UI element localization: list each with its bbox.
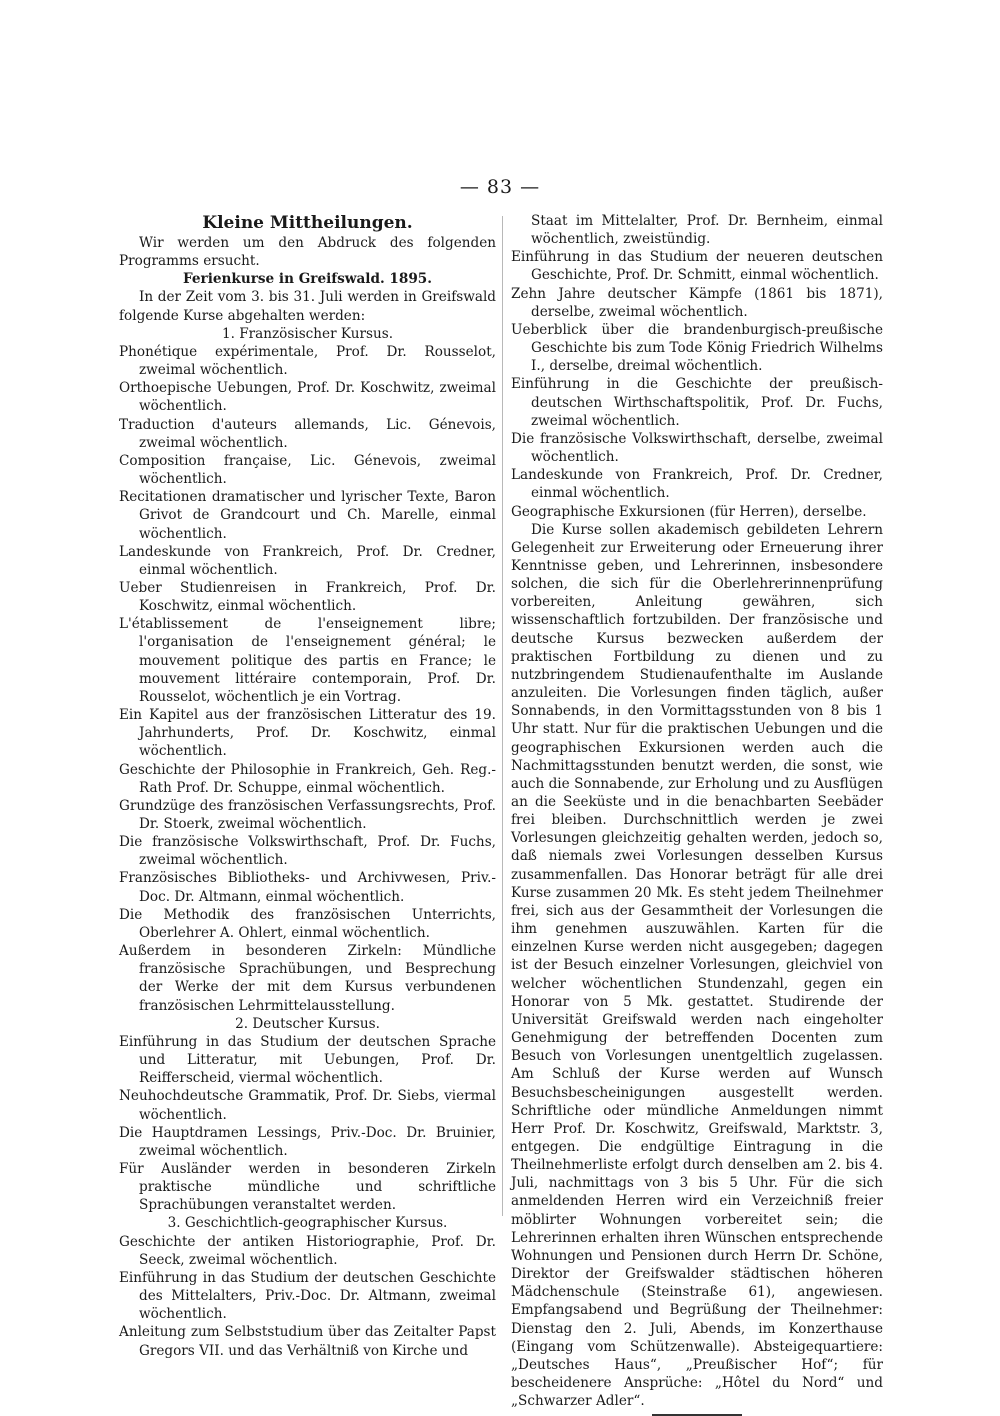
left-paragraph-entry-26: Geschichte der antiken Historiographie, Prof. Dr. Seeck, zweimal wöchentlich.: [119, 1233, 496, 1268]
left-paragraph-entry-12: L'établissement de l'enseignement libre; l'organisation de l'enseignement général; le mouvement politique des partis en France; le mouvement littéraire contemporain, Prof. Dr. Rousselot, wöchentlich je ein Vortrag.: [119, 616, 496, 705]
left-paragraph-center-25: 3. Geschichtlich-geographischer Kursus.: [167, 1215, 448, 1232]
page-number: — 83 —: [459, 176, 541, 198]
left-paragraph-entry-18: Die Methodik des französischen Unterrichts, Oberlehrer A. Ohlert, einmal wöchentlich.: [119, 906, 496, 941]
left-paragraph-entry-11: Ueber Studienreisen in Frankreich, Prof. Dr. Koschwitz, einmal wöchentlich.: [119, 579, 496, 615]
left-paragraph-entry-8: Composition française, Lic. Génevois, zweimal wöchentlich.: [119, 452, 496, 488]
left-paragraph-entry-17: Französisches Bibliotheks- und Archivwesen, Priv.-Doc. Dr. Altmann, einmal wöchentlich.: [119, 870, 496, 905]
left-paragraph-entry-13: Ein Kapitel aus der französischen Litteratur des 19. Jahrhunderts, Prof. Dr. Koschwitz, einmal wöchentlich.: [119, 707, 496, 760]
left-paragraph-center-20: 2. Deutscher Kursus.: [235, 1015, 380, 1032]
right-paragraph-entry-2: Zehn Jahre deutscher Kämpfe (1861 bis 1871), derselbe, zweimal wöchentlich.: [511, 285, 883, 320]
left-paragraph-indent-3: In der Zeit vom 3. bis 31. Juli werden in Greifswald folgende Kurse abgehalten werden:: [119, 289, 496, 324]
left-paragraph-entry-27: Einführung in das Studium der deutschen Geschichte des Mittelalters, Priv.-Doc. Dr. Altmann, zweimal wöchentlich.: [119, 1269, 496, 1323]
left-paragraph-entry-14: Geschichte der Philosophie in Frankreich, Geh. Reg.-Rath Prof. Dr. Schuppe, einmal wöchentlich.: [119, 761, 496, 796]
left-paragraph-entry-5: Phonétique expérimentale, Prof. Dr. Rousselot, zweimal wöchentlich.: [119, 343, 496, 379]
right-paragraph-entry-1: Einführung in das Studium der neueren deutschen Geschichte, Prof. Dr. Schmitt, einmal wöchentlich.: [511, 249, 883, 284]
right-paragraph-entry-7: Geographische Exkursionen (für Herren), derselbe.: [511, 503, 867, 520]
right-paragraph-entry-5: Die französische Volkswirthschaft, derselbe, zweimal wöchentlich.: [511, 430, 883, 466]
left-paragraph-bold-center-2: Ferienkurse in Greifswald. 1895.: [183, 271, 432, 288]
left-paragraph-entry-24: Für Ausländer werden in besonderen Zirkeln praktische mündliche und schriftliche Sprachübungen veranstaltet werden.: [119, 1160, 496, 1214]
left-paragraph-title-0: Kleine Mittheilungen.: [202, 213, 413, 233]
right-paragraph-entry-cont-0: Staat im Mittelalter, Prof. Dr. Bernheim, einmal wöchentlich, zweistündig.: [531, 213, 883, 248]
left-paragraph-entry-9: Recitationen dramatischer und lyrischer Texte, Baron Grivot de Grandcourt und Ch. Marelle, einmal wöchentlich.: [119, 489, 496, 542]
right-paragraph-entry-4: Einführung in die Geschichte der preußisch-deutschen Wirthschaftspolitik, Prof. Dr. Fuchs, zweimal wöchentlich.: [511, 376, 883, 429]
column-divider: [502, 216, 503, 1216]
left-paragraph-entry-16: Die französische Volkswirthschaft, Prof. Dr. Fuchs, zweimal wöchentlich.: [119, 834, 496, 869]
left-paragraph-entry-19: Außerdem in besonderen Zirkeln: Mündliche französische Sprachübungen, und Besprechung der Werke der mit dem Kursus verbundenen französischen Lehrmittelausstellung.: [119, 943, 496, 1014]
left-column: [119, 212, 496, 1360]
left-paragraph-entry-10: Landeskunde von Frankreich, Prof. Dr. Credner, einmal wöchentlich.: [119, 543, 496, 578]
right-paragraph-entry-3: Ueberblick über die brandenburgisch-preußische Geschichte bis zum Tode König Friedrich Wilhelms I., derselbe, dreimal wöchentlich.: [511, 321, 883, 375]
left-paragraph-entry-22: Neuhochdeutsche Grammatik, Prof. Dr. Siebs, viermal wöchentlich.: [119, 1088, 496, 1123]
left-paragraph-entry-23: Die Hauptdramen Lessings, Priv.-Doc. Dr. Bruinier, zweimal wöchentlich.: [119, 1124, 496, 1159]
left-paragraph-entry-7: Traduction d'auteurs allemands, Lic. Génevois, zweimal wöchentlich.: [119, 416, 496, 451]
right-paragraph-indent-8: Die Kurse sollen akademisch gebildeten Lehrern Gelegenheit zur Erweiterung oder Erneuerung ihrer Kenntnisse geben, und Lehrerinnen, insbesondere solchen, die sich für die Oberlehrerinnenprüfung vorbereiten, Anleitung gewähren, sich wissenschaftlich fortzubilden. Der französische und deutsche Kursus bezwecken außerdem der praktischen Fortbildung zu dienen und zu nutzbringendem Studienaufenthalte im Auslande anzuleiten. Die Vorlesungen finden täglich, außer Sonnabends, in den Vormittagsstunden von 8 bis 1 Uhr statt. Nur für die praktischen Uebungen und die geographischen Exkursionen werden auch die Nachmittagsstunden benutzt werden, die sonst, wie auch die Sonnabende, zur Erholung und zu Ausflügen an die Seeküste und in die benachbarten Seebäder frei bleiben. Durchschnittlich werden je zwei Vorlesungen gleichzeitig gehalten werden, jedoch so, daß niemals zwei Vorlesungen desselben Kursus zusammenfallen. Das Honorar beträgt für alle drei Kurse zusammen 20 Mk. Es steht jedem Theilnehmer frei, sich aus der Gesammtheit der Vorlesungen die ihm genehmen auszuwählen. Karten für die einzelnen Kurse werden nicht ausgegeben; dagegen ist der Besuch einzelner Vorlesungen, gleichviel von welcher wöchentlichen Stundenzahl, gegen ein Honorar von 5 Mk. gestattet. Studirende der Universität Greifswald werden nach eingeholter Genehmigung der betreffenden Docenten zum Besuch von Vorlesungen unentgeltlich zugelassen. Am Schluß der Kurse werden auf Wunsch Besuchsbescheinigungen ausgestellt werden. Schriftliche oder mündliche Anmeldungen nimmt Herr Prof. Dr. Koschwitz, Greifswald, Marktstr. 3, entgegen. Die endgültige Eintragung in die Theilnehmerliste erfolgt durch denselben am 2. bis 4. Juli, nachmittags von 3 bis 5 Uhr. Für die sich anmeldenden Herren wird ein Verzeichniß freier möblirter Wohnungen vorbereitet sein; die Lehrerinnen erhalten ihren Wünschen entsprechende Wohnungen und Pensionen durch Herrn Dr. Schöne, Direktor der Greifswalder städtischen höheren Mädchenschule (Steinstraße 61), angewiesen. Empfangsabend und Begrüßung der Theilnehmer: Dienstag den 2. Juli, Abends, im Konzerthause (Eingang vom Schützenwalle). Absteigequartiere: „Deutsches Haus“, „Preußischer Hof“; für bescheidenere Ansprüche: „Hôtel du Nord“ und „Schwarzer Adler“.: [511, 521, 883, 1410]
left-paragraph-entry-28: Anleitung zum Selbststudium über das Zeitalter Papst Gregors VII. und das Verhältniß von Kirche und: [119, 1324, 496, 1359]
right-column: [511, 212, 883, 1416]
left-paragraph-entry-6: Orthoepische Uebungen, Prof. Dr. Koschwitz, zweimal wöchentlich.: [119, 380, 496, 415]
left-paragraph-indent-1: Wir werden um den Abdruck des folgenden Programms ersucht.: [119, 235, 496, 270]
left-paragraph-entry-15: Grundzüge des französischen Verfassungsrechts, Prof. Dr. Stoerk, zweimal wöchentlich.: [119, 797, 496, 832]
right-paragraph-entry-6: Landeskunde von Frankreich, Prof. Dr. Credner, einmal wöchentlich.: [511, 467, 883, 502]
left-paragraph-entry-21: Einführung in das Studium der deutschen Sprache und Litteratur, mit Uebungen, Prof. Dr. Reifferscheid, viermal wöchentlich.: [119, 1033, 496, 1087]
left-paragraph-center-4: 1. Französischer Kursus.: [221, 325, 394, 342]
